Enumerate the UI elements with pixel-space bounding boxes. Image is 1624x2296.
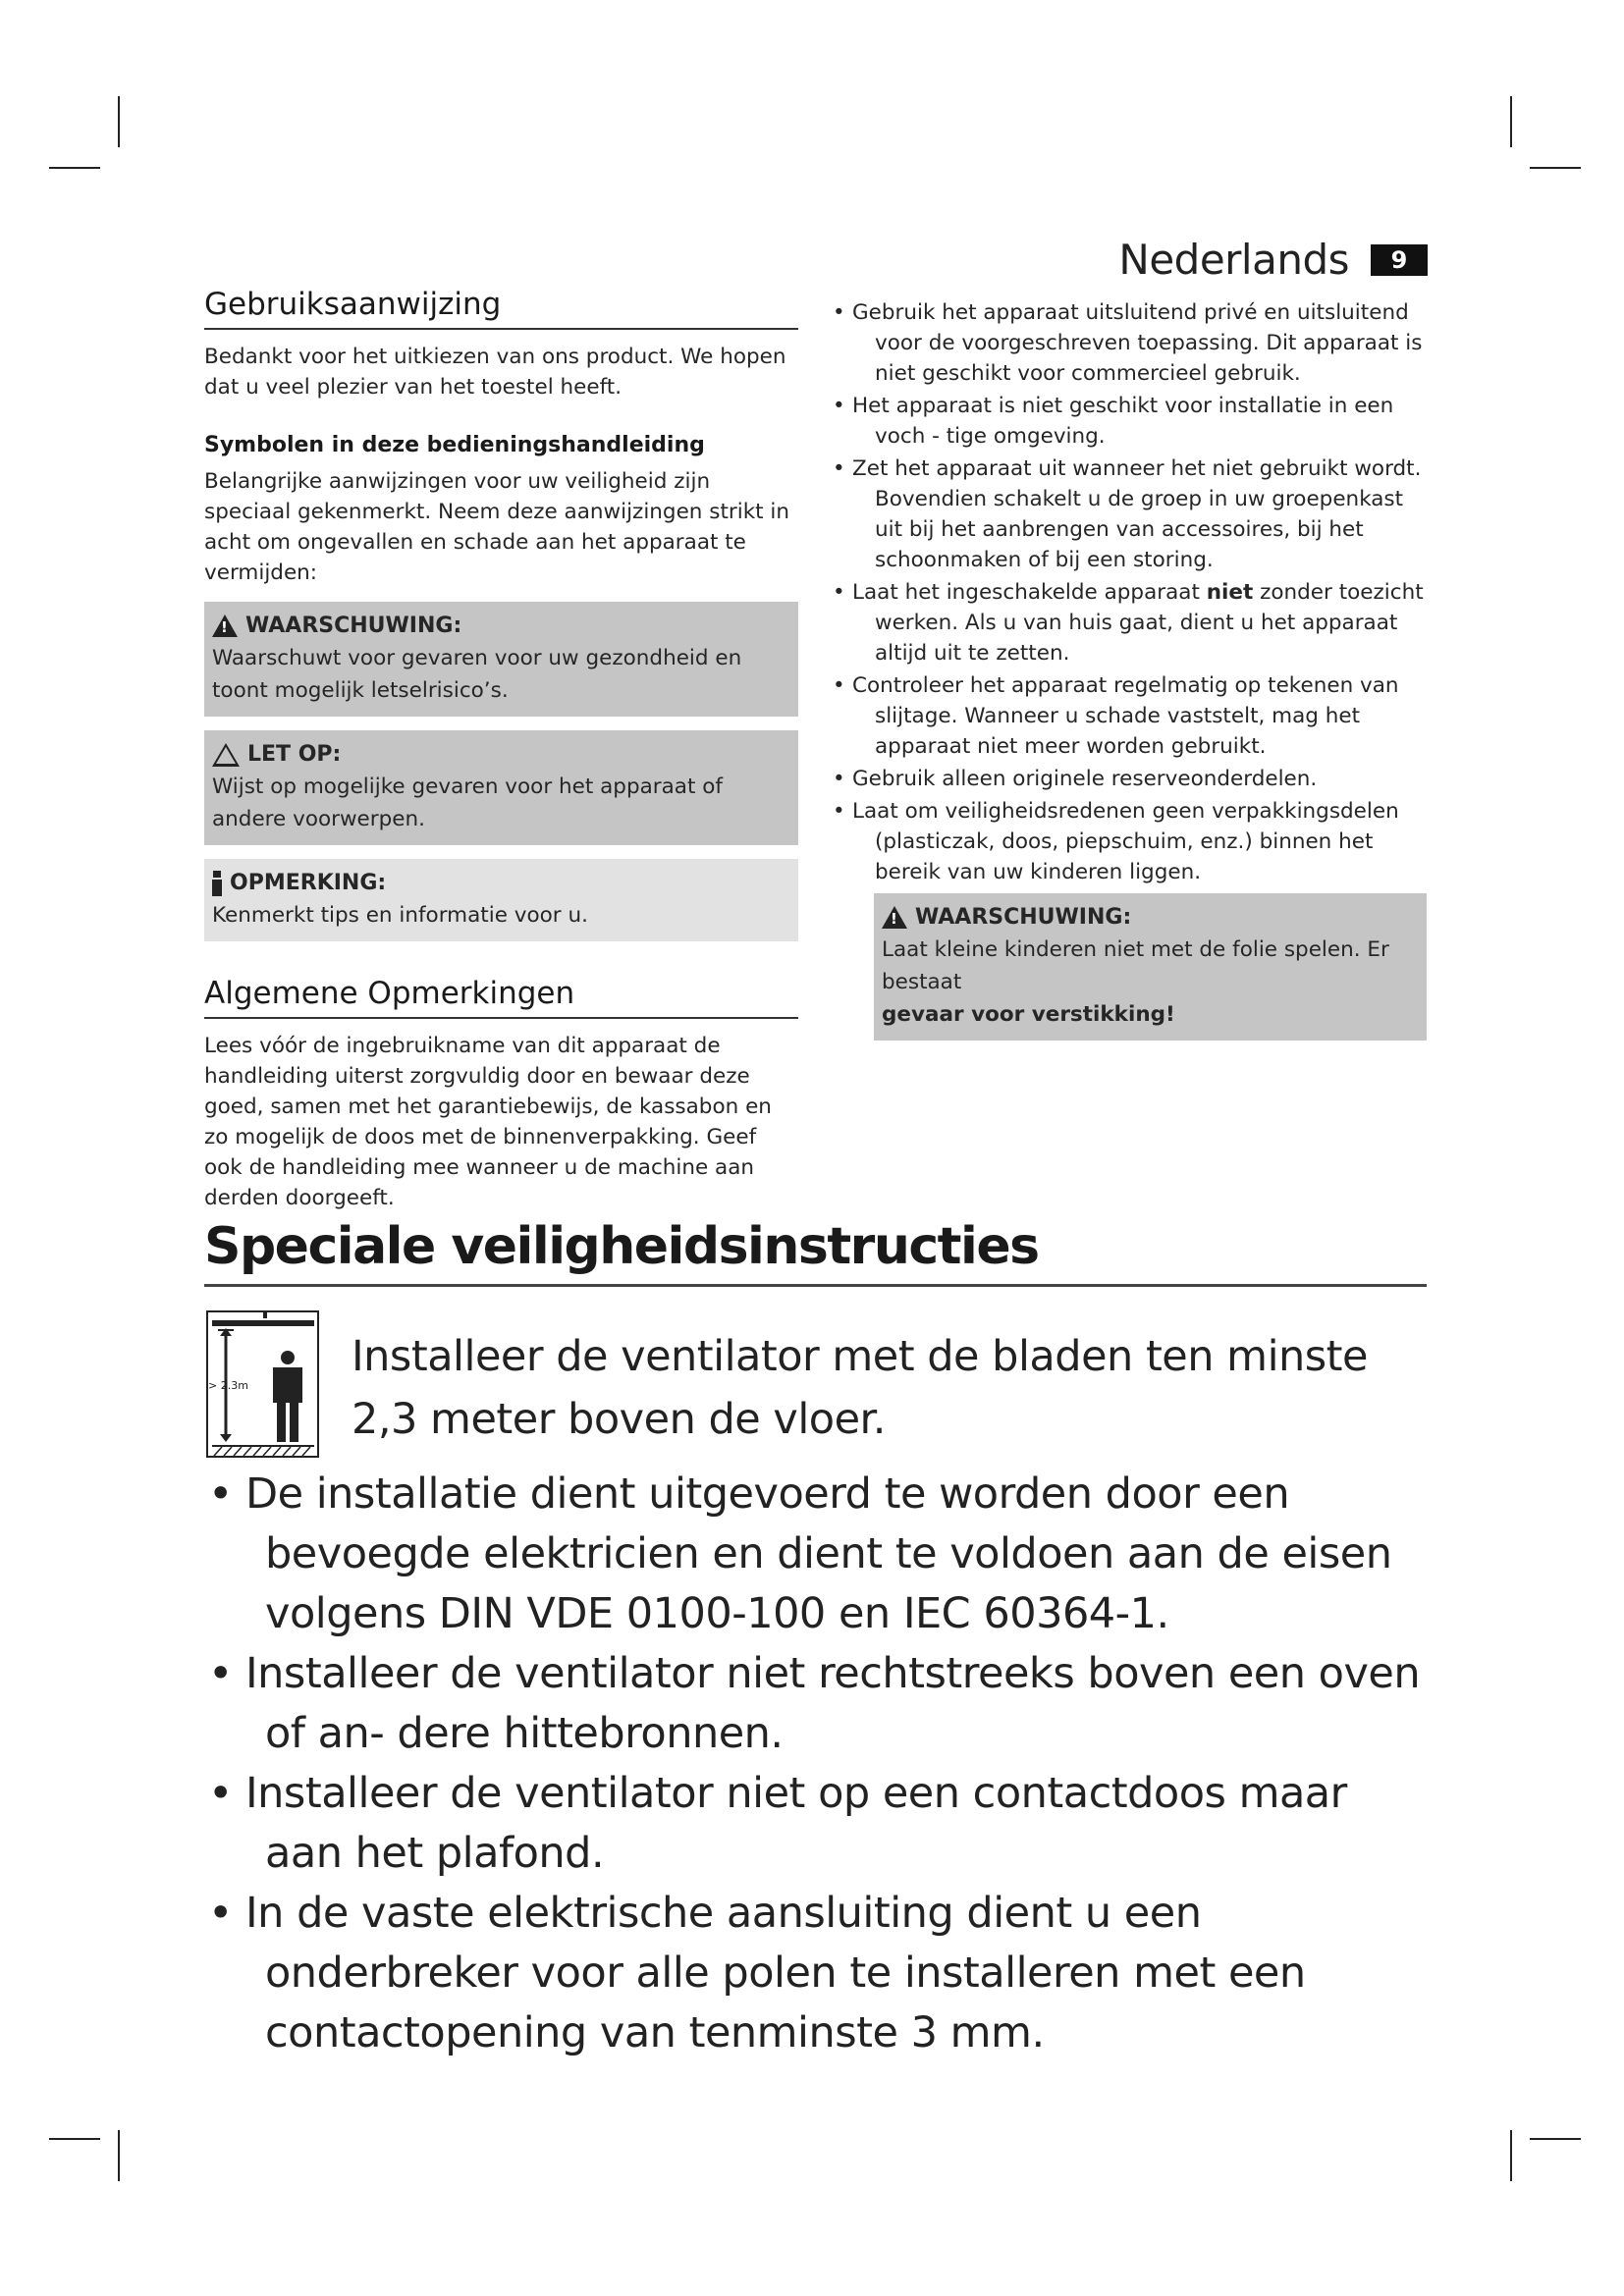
note-title: OPMERKING: bbox=[230, 871, 387, 895]
left-column bbox=[204, 287, 798, 1213]
warning-box bbox=[204, 602, 798, 717]
list-item: • Laat het ingeschakelde apparaat niet zonder toezicht werken. Als u van huis gaat, dient u het apparaat altijd uit te zetten. bbox=[833, 577, 1427, 668]
symbols-title: Symbolen in deze bedieningshandleiding bbox=[204, 433, 705, 457]
crop-mark bbox=[1510, 96, 1512, 147]
page-number: 9 bbox=[1371, 244, 1428, 276]
crop-mark bbox=[1530, 167, 1581, 169]
right-column bbox=[833, 297, 1427, 1041]
list-item: • Laat om veiligheidsredenen geen verpakkingsdelen (plasticzak, doos, piepschuim, enz.) binnen het bereik van uw kinderen liggen. bbox=[833, 796, 1427, 887]
list-item: • In de vaste elektrische aansluiting dient u een onderbreker voor alle polen te installeren met een contactopening van tenminste 3 mm. bbox=[204, 1884, 1432, 2063]
warning-text: Laat kleine kinderen niet met de folie spelen. Er bestaat bbox=[882, 937, 1389, 994]
suffocation-warning-box bbox=[874, 893, 1427, 1041]
intro-text: Bedankt voor het uitkiezen van ons product. We hopen dat u veel plezier van het toestel heeft. bbox=[204, 345, 786, 400]
installation-height-icon bbox=[206, 1310, 319, 1458]
warning-icon bbox=[882, 906, 907, 929]
general-text: Lees vóór de ingebruikname van dit apparaat de handleiding uiterst zorgvuldig door en bewaar deze goed, samen met het garantiebewijs, de kassabon en zo mogelijk de doos met de binnenverpakking. Geef ook de handleiding mee wanneer u de machine aan derden doorgeeft. bbox=[204, 1034, 772, 1210]
section-title-general: Algemene Opmerkingen bbox=[204, 979, 798, 1019]
crop-mark bbox=[49, 2138, 100, 2140]
warning-text: Waarschuwt voor gevaren voor uw gezondheid en toont mogelijk letselrisico’s. bbox=[212, 646, 742, 703]
install-height-text: Installeer de ventilator met de bladen ten minste 2,3 meter boven de vloer. bbox=[352, 1332, 1368, 1444]
list-item: • Installeer de ventilator niet rechtstreeks boven een oven of an- dere hittebronnen. bbox=[204, 1644, 1432, 1764]
list-item: • Het apparaat is niet geschikt voor installatie in een voch - tige omgeving. bbox=[833, 391, 1427, 452]
warning-title: WAARSCHUWING: bbox=[245, 614, 462, 638]
crop-mark bbox=[118, 96, 120, 147]
safety-list bbox=[833, 297, 1427, 887]
warning-bold-text: gevaar voor verstikking! bbox=[882, 1002, 1175, 1027]
symbols-text: Belangrijke aanwijzingen voor uw veiligheid zijn speciaal gekenmerkt. Neem deze aanwijzingen strikt in acht om ongevallen en schade aan het apparaat te vermijden: bbox=[204, 469, 790, 585]
list-item: • De installatie dient uitgevoerd te worden door een bevoegde elektricien en dient te voldoen aan de eisen volgens DIN VDE 0100-100 en IEC 60364-1. bbox=[204, 1465, 1432, 1644]
caution-title: LET OP: bbox=[247, 742, 342, 767]
safety-instructions-list bbox=[204, 1465, 1432, 2063]
note-text: Kenmerkt tips en informatie voor u. bbox=[212, 903, 588, 928]
safety-title: Speciale veiligheidsinstructies bbox=[204, 1217, 1427, 1287]
caution-box bbox=[204, 730, 798, 845]
svg-text:> 2.3m: > 2.3m bbox=[208, 1379, 248, 1392]
list-item: • Zet het apparaat uit wanneer het niet gebruikt wordt. Bovendien schakelt u de groep in uw groepenkast uit bij het aanbrengen van accessoires, bij het schoonmaken of bij een storing. bbox=[833, 454, 1427, 575]
info-icon bbox=[212, 871, 222, 896]
warning-title: WAARSCHUWING: bbox=[915, 905, 1132, 930]
crop-mark bbox=[49, 167, 100, 169]
language-label: Nederlands bbox=[1118, 236, 1349, 284]
page-header bbox=[1118, 236, 1428, 284]
crop-mark bbox=[118, 2130, 120, 2181]
caution-icon bbox=[212, 743, 240, 767]
list-item: • Gebruik alleen originele reserveonderdelen. bbox=[833, 764, 1427, 794]
list-item: • Controleer het apparaat regelmatig op tekenen van slijtage. Wanneer u schade vaststelt, mag het apparaat niet meer worden gebruikt. bbox=[833, 670, 1427, 762]
crop-mark bbox=[1530, 2138, 1581, 2140]
caution-text: Wijst op mogelijke gevaren voor het apparaat of andere voorwerpen. bbox=[212, 774, 723, 831]
warning-icon bbox=[212, 614, 238, 637]
list-item: • Gebruik het apparaat uitsluitend privé en uitsluitend voor de voorgeschreven toepassing. Dit apparaat is niet geschikt voor commercieel gebruik. bbox=[833, 297, 1427, 389]
section-title-usage: Gebruiksaanwijzing bbox=[204, 290, 798, 330]
crop-mark bbox=[1510, 2130, 1512, 2181]
list-item: • Installeer de ventilator niet op een contactdoos maar aan het plafond. bbox=[204, 1764, 1432, 1884]
note-box bbox=[204, 859, 798, 941]
